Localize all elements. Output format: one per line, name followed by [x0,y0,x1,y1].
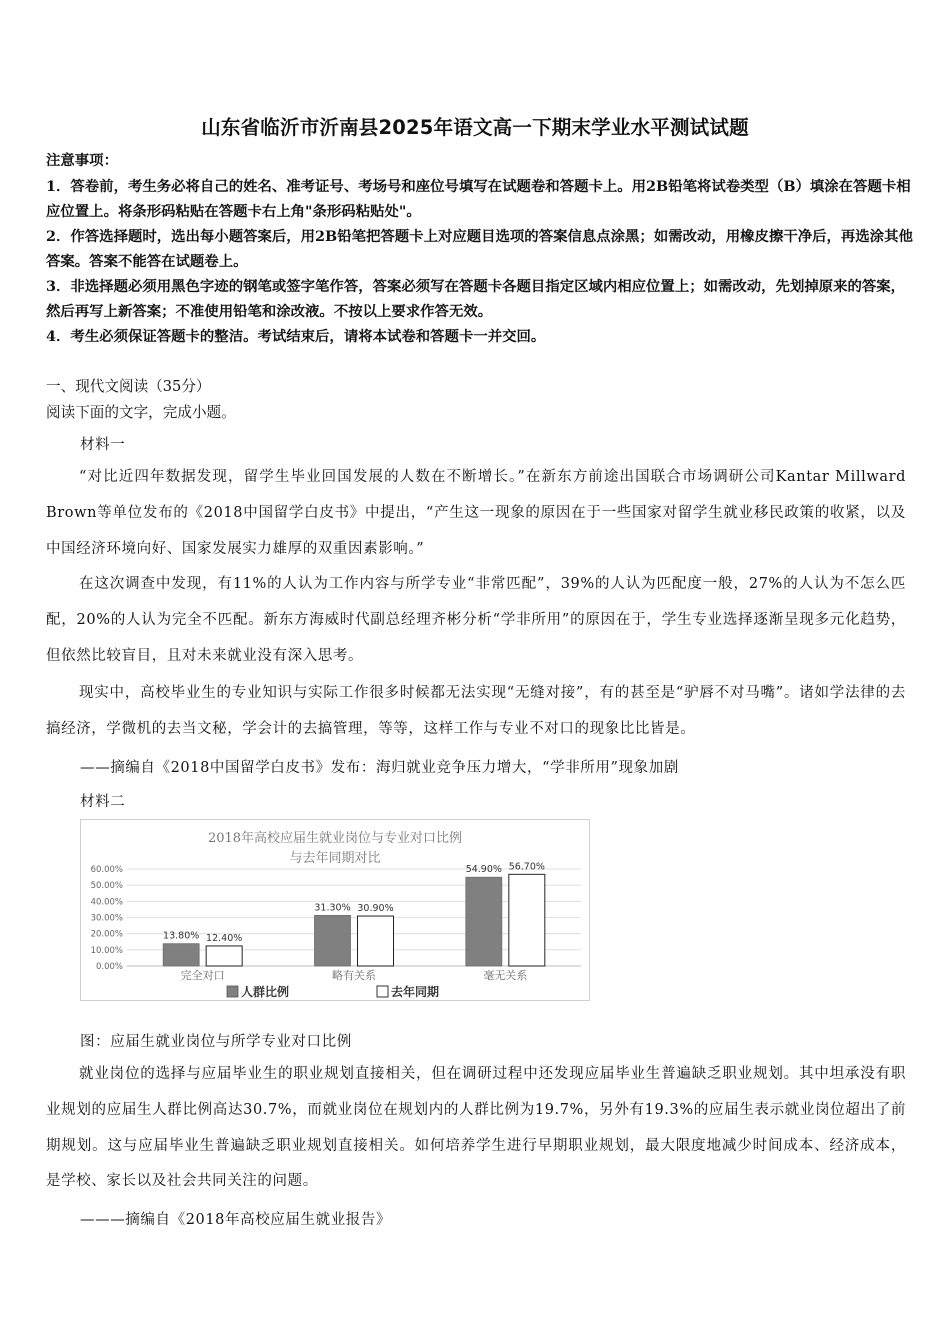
material1-label: 材料一 [80,437,126,453]
y-tick-label: 50.00% [90,881,123,892]
y-tick-label: 0.00% [95,962,123,972]
x-tick-label: 略有关系 [332,969,376,982]
legend-label: 去年同期 [391,985,440,999]
data-label: 31.30% [314,902,351,914]
data-label: 30.90% [357,903,394,915]
notice-item: 4．考生必须保证答题卡的整洁。考试结束后，请将本试卷和答题卡一并交回。 [46,328,546,345]
y-tick-label: 40.00% [90,897,123,908]
notice-heading: 注意事项： [46,152,118,169]
notice-item: 2．作答选择题时，选出每小题答案后，用2B铅笔把答题卡上对应题目选项的答案信息点涂黑；如需改动，用橡皮擦干净后，再选涂其他答案。答案不能答在试题卷上。 [46,228,913,270]
y-tick-label: 10.00% [90,945,123,956]
material2-label: 材料二 [80,794,126,810]
legend-swatch-series-1 [227,986,238,997]
material2-paragraph: 就业岗位的选择与应届毕业生的职业规划直接相关，但在调研过程中还发现应届毕业生普遍缺乏职业规划。其中坦承没有职业规划的应届生人群比例高达30.7%，而就业岗位在规划内的人群比例为19.7%，另外有19.3%的应届生表示就业岗位超出了前期规划。这与应届毕业生普遍缺乏职业规划直接相关。如何培养学生进行早期职业规划，最大限度地减少时间成本、经济成本，是学校、家长以及社会共同关注的问题。 [46,1066,906,1190]
notice-list [46,174,916,349]
material1-paragraph: 在这次调查中发现，有11%的人认为工作内容与所学专业“非常匹配”，39%的人认为匹配度一般，27%的人认为不怎么匹配，20%的人认为完全不匹配。新东方海威时代副总经理齐彬分析“学非所用”的原因在于，学生专业选择逐渐呈现多元化趋势，但依然比较盲目，且对未来就业没有深入思考。 [46,576,906,664]
bar [206,946,242,966]
legend-swatch-series-2 [377,986,388,997]
x-tick-label: 完全对口 [180,969,225,982]
material2-source: ———摘编自《2018年高校应届生就业报告》 [80,1212,392,1228]
x-tick-label: 毫无关系 [483,969,528,982]
data-label: 56.70% [508,861,545,873]
bar [358,916,394,966]
chart-title: 2018年高校应届生就业岗位与专业对口比例 [207,831,463,846]
legend-label: 人群比例 [241,985,290,999]
notice-item: 1．答卷前，考生务必将自己的姓名、准考证号、考场号和座位号填写在试题卷和答题卡上。用2B铅笔将试卷类型（B）填涂在答题卡相应位置上。将条形码粘贴在答题卡右上角"条形码粘贴处"。 [46,178,911,220]
section-instruction: 阅读下面的文字，完成小题。 [46,404,236,421]
material1-source: ——摘编自《2018中国留学白皮书》发布：海归就业竞争压力增大，“学非所用”现象加剧 [80,760,679,776]
page-title: 山东省临沂市沂南县2025年语文高一下期末学业水平测试试题 [201,116,749,139]
y-tick-label: 60.00% [90,865,123,875]
bar [163,944,199,966]
bar [466,877,502,966]
bar [315,915,351,966]
data-label: 12.40% [206,932,243,944]
chart-subtitle: 与去年同期对比 [289,851,381,866]
material1-paragraph: 现实中，高校毕业生的专业知识与实际工作很多时候都无法实现“无缝对接”，有的甚至是“驴唇不对马嘴”。诸如学法律的去搞经济，学微机的去当文秘，学会计的去搞管理，等等，这样工作与专业不对口的现象比比皆是。 [46,685,906,737]
bar [509,874,545,966]
bar-chart [80,819,590,1001]
y-tick-label: 20.00% [90,929,123,940]
data-label: 54.90% [465,864,502,876]
notice-item: 3．非选择题必须用黑色字迹的钢笔或签字笔作答，答案必须写在答题卡各题目指定区域内相应位置上；如需改动，先划掉原来的答案，然后再写上新答案；不准使用铅笔和涂改液。不按以上要求作答无效。 [46,278,906,320]
data-label: 13.80% [163,930,200,942]
section-heading: 一、现代文阅读（35分） [46,378,211,395]
material1-paragraph: “对比近四年数据发现，留学生毕业回国发展的人数在不断增长。”在新东方前途出国联合市场调研公司Kantar Millward Brown等单位发布的《2018中国留学白皮书》中提出，“产生这一现象的原因在于一些国家对留学生就业移民政策的收紧，以及中国经济环境向好、国家发展实力雄厚的双重因素影响。” [46,469,906,557]
figure-caption: 图：应届生就业岗位与所学专业对口比例 [80,1034,352,1050]
y-tick-label: 30.00% [90,913,123,924]
